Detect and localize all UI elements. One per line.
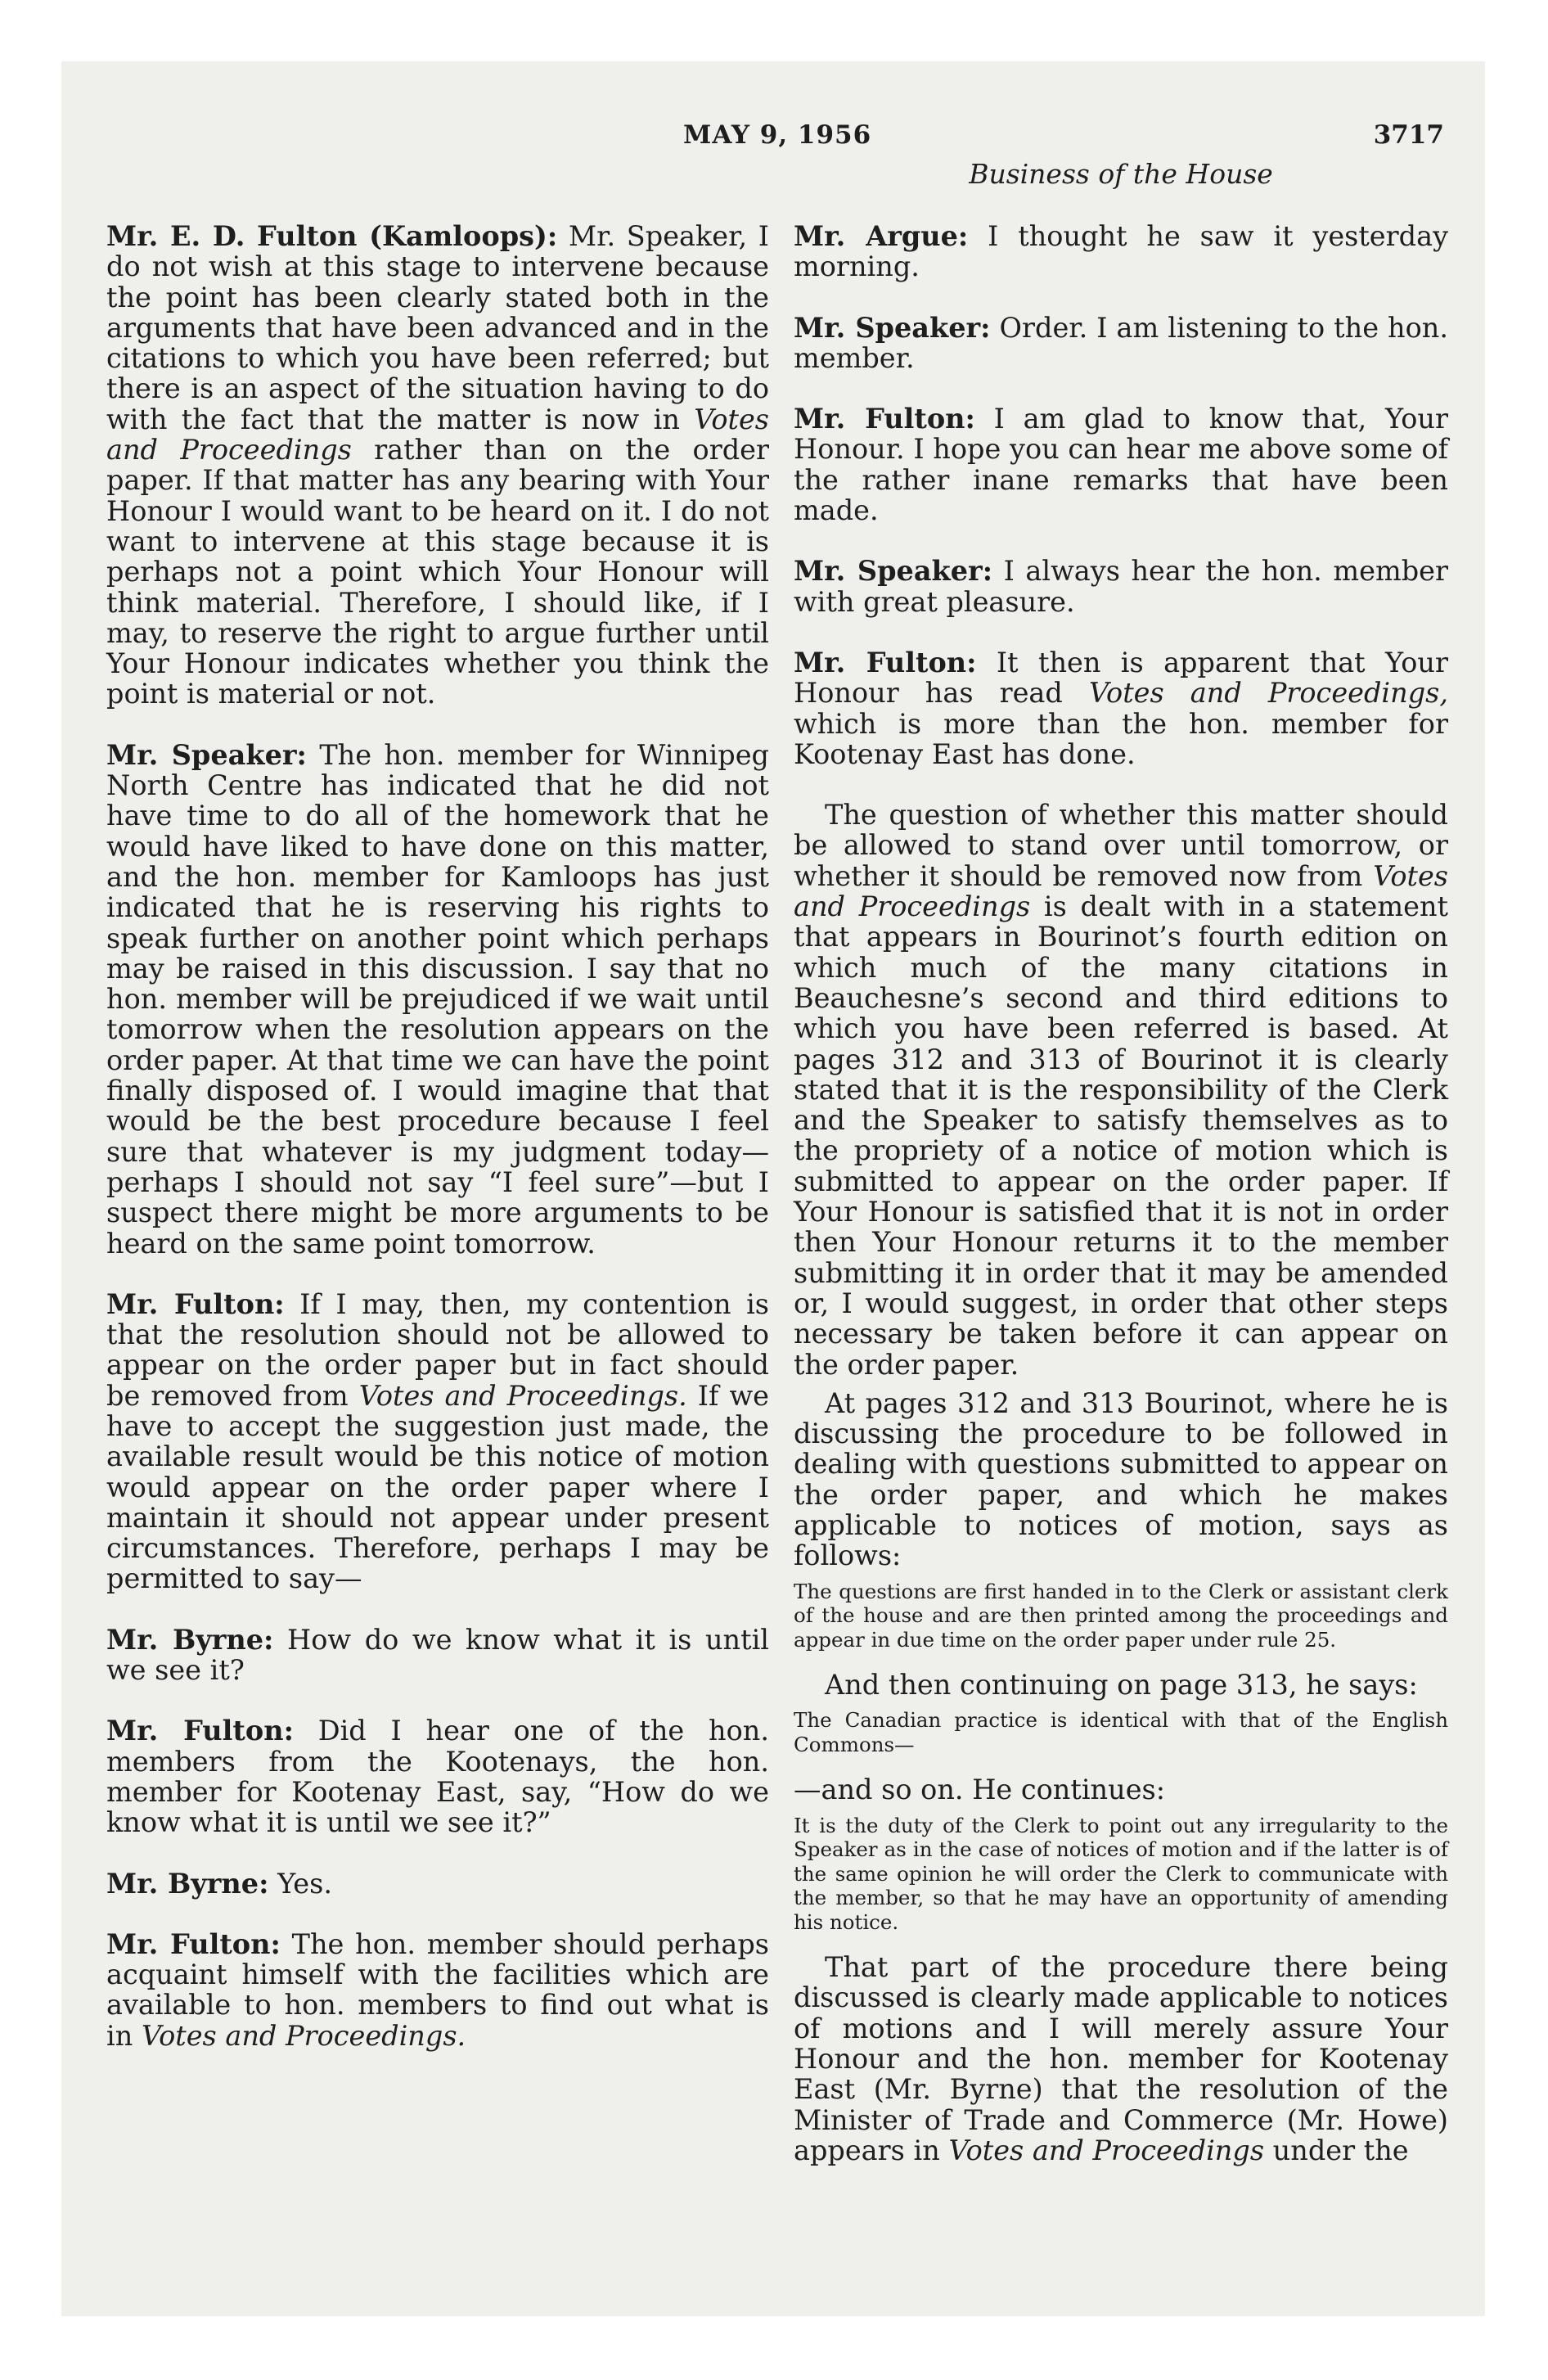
speaker-name: Mr. Fulton: xyxy=(106,1715,294,1747)
speaker-name: Mr. Fulton: xyxy=(106,1927,281,1960)
running-head: Business of the House xyxy=(969,158,1273,190)
speech-text: is dealt with in a statement that appears in Bourinot’s fourth edition on which much of the many citations in Beauchesne’s second and third editions to which you have been referred is based. At pages 312 and 313 of Bourinot it is clearly stated that it is the responsibility of the Clerk and the Speaker to satisfy themselves as to the propriety of a notice of motion which is submitted to appear on the order paper. If Your Honour is satisfied that it is not in order then Your Honour returns it to the member submitting it in order that it may be amended or, I would suggest, in order that other steps necessary be taken before it can appear on the order paper. xyxy=(794,890,1448,1381)
paragraph xyxy=(794,556,1448,617)
speech-text: The hon. member should perhaps acquaint himself with the facilities which are available to hon. members to find out what is in xyxy=(106,1927,769,2052)
italic-title: Votes and Proceedings. xyxy=(141,2019,466,2052)
speech-text: I always hear the hon. member with great pleasure. xyxy=(794,555,1448,618)
page-number: 3717 xyxy=(1373,120,1444,150)
speech-text: The hon. member for Winnipeg North Centre has indicated that he did not have time to do all of the homework that he would have liked to have done on this matter, and the hon. member for Kamloops has just indicated that he is reserving his rights to speak further on another point which perhaps may be raised in this discussion. I say that no hon. member will be prejudiced if we wait until tomorrow when the resolution appears on the order paper. At that time we can have the point finally disposed of. I would imagine that that would be the best procedure because I feel sure that whatever is my judgment today—perhaps I should not say “I feel sure”—but I suspect there might be more arguments to be heard on the same point tomorrow. xyxy=(106,738,769,1260)
speaker-name: Mr. Fulton: xyxy=(106,1287,285,1320)
speaker-name: Mr. Argue: xyxy=(794,220,969,252)
speech-text: That part of the procedure there being discussed is clearly made applicable to notices of motions and I will merely assure Your Honour and the hon. member for Kootenay East (Mr. Byrne) that the resolution of the Minister of Trade and Commerce (Mr. Howe) appears in xyxy=(794,1951,1448,2166)
block-quote: The questions are first handed in to the Clerk or assistant clerk of the house and are then printed among the proceedings and appear in due time on the order paper under rule 25. xyxy=(794,1579,1448,1652)
italic-title: Votes and Proceedings xyxy=(106,403,769,467)
speech-text: How do we know what it is until we see it? xyxy=(106,1623,770,1687)
paragraph xyxy=(106,740,769,1259)
speech-text: It then is apparent that Your Honour has read xyxy=(794,646,1448,710)
speech-text: rather than on the order paper. If that matter has any bearing with Your Honour I would want to be heard on it. I do not want to intervene at this stage because it is perhaps not a point which Your Honour will think material. Therefore, I should like, if I may, to reserve the right to argue further until Your Honour indicates whether you think the point is material or not. xyxy=(106,434,769,710)
paragraph xyxy=(794,647,1448,769)
paragraph xyxy=(106,1929,769,2051)
speaker-name: Mr. Speaker: xyxy=(794,311,991,344)
speaker-name: Mr. Fulton: xyxy=(794,646,977,678)
speech-text: I thought he saw it yesterday morning. xyxy=(794,220,1448,283)
paragraph xyxy=(106,1715,769,1837)
paragraph: At pages 312 and 313 Bourinot, where he is discussing the procedure to be followed in dealing with questions submitted to appear on the order paper, and which he makes applicable to notices of motion, says as follows: xyxy=(794,1386,1448,1572)
block-quote: The Canadian practice is identical with that of the English Commons— xyxy=(794,1708,1448,1756)
speech-text: under the xyxy=(1264,2134,1409,2166)
paragraph xyxy=(106,1868,769,1899)
block-quote: It is the duty of the Clerk to point out any irregularity to the Speaker as in the case of notices of motion and if the latter is of the same opinion he will order the Clerk to communicate with the member, so that he may have an opportunity of amending his notice. xyxy=(794,1813,1448,1934)
speaker-name: Mr. Byrne: xyxy=(106,1623,274,1656)
paragraph xyxy=(794,1952,1448,2166)
paragraph xyxy=(106,1625,769,1686)
speaker-name: Mr. Byrne: xyxy=(106,1867,269,1900)
speaker-name: Mr. Fulton: xyxy=(794,403,975,435)
italic-title: Votes and Proceedings, xyxy=(1088,677,1448,710)
italic-title: Votes and Proceedings xyxy=(794,859,1448,923)
speech-text: which is more than the hon. member for Kootenay East has done. xyxy=(794,707,1448,770)
speaker-name: Mr. Speaker: xyxy=(794,555,993,588)
speaker-name: Mr. E. D. Fulton (Kamloops): xyxy=(106,220,558,252)
italic-title: Votes and Proceedings xyxy=(948,2134,1265,2166)
page-date: MAY 9, 1956 xyxy=(683,120,872,150)
paragraph xyxy=(106,221,769,710)
speech-text: The question of whether this matter should be allowed to stand over until tomorrow, or whether it should be removed now from xyxy=(794,799,1448,892)
paragraph xyxy=(794,800,1448,1380)
speech-text: Mr. Speaker, I do not wish at this stage to intervene because the point has been clearly stated both in the arguments that have been advanced and in the citations to which you have been referred; but there is an aspect of the situation having to do with the fact that the matter is now in xyxy=(106,220,769,435)
paragraph xyxy=(794,313,1448,374)
paragraph: —and so on. He continues: xyxy=(794,1774,1166,1806)
speech-text: I am glad to know that, Your Honour. I hope you can hear me above some of the rather inane remarks that have been made. xyxy=(794,403,1448,527)
right-column xyxy=(794,221,1448,2196)
paragraph: And then continuing on page 313, he says: xyxy=(825,1669,1418,1702)
speech-text: If we have to accept the suggestion just made, the available result would be this notice of motion would appear on the order paper where I maintain it should not appear under present circumstances. Therefore, perhaps I may be permitted to say— xyxy=(106,1379,769,1595)
left-column xyxy=(106,221,769,2081)
paragraph xyxy=(106,1289,769,1594)
speech-text: Yes. xyxy=(268,1867,332,1900)
speaker-name: Mr. Speaker: xyxy=(106,738,307,771)
paragraph xyxy=(794,221,1448,282)
paragraph xyxy=(794,403,1448,525)
speech-text: Order. I am listening to the hon. member. xyxy=(794,311,1448,374)
speech-text: If I may, then, my contention is that the resolution should not be allowed to appear on the order paper but in fact should be removed from xyxy=(106,1287,769,1412)
speech-text: Did I hear one of the hon. members from the Kootenays, the hon. member for Kootenay East, say, “How do we know what it is until we see it?” xyxy=(106,1715,769,1839)
document-page xyxy=(61,61,1485,2316)
italic-title: Votes and Proceedings. xyxy=(358,1379,687,1412)
